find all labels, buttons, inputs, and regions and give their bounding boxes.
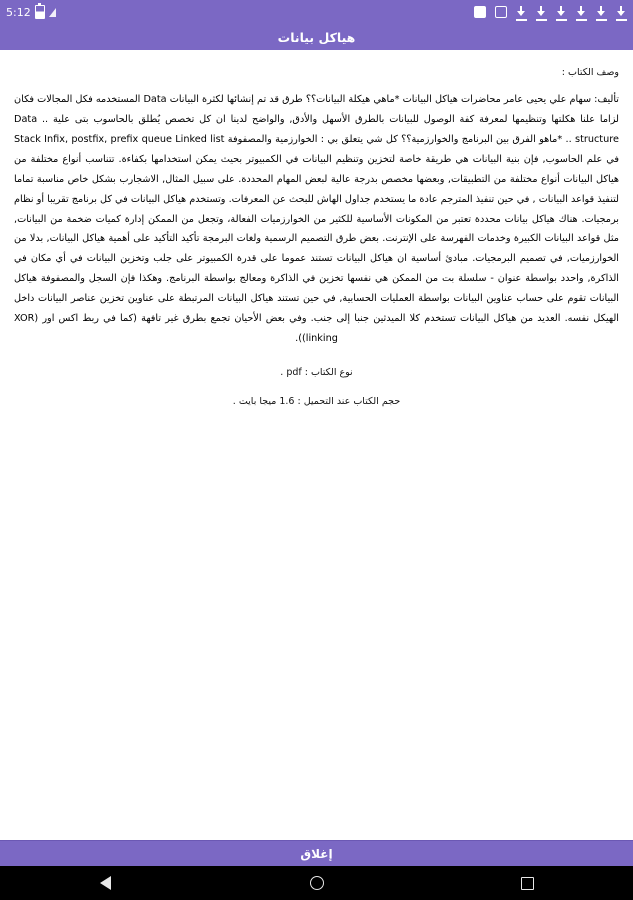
nav-home-button[interactable]	[287, 866, 347, 900]
signal-icon	[49, 8, 56, 17]
app-icon	[474, 6, 486, 18]
status-bar-notification-icons	[474, 6, 627, 19]
status-bar-clock: 5:12	[6, 5, 31, 19]
download-icon	[536, 6, 547, 19]
nav-back-button[interactable]	[76, 866, 136, 900]
download-icon	[576, 6, 587, 19]
page-title: هياكل بيانات	[277, 29, 356, 45]
download-icon	[556, 6, 567, 19]
close-button-label: إغلاق	[300, 846, 333, 861]
description-label: وصف الكتاب :	[561, 67, 619, 78]
android-nav-bar	[0, 866, 633, 900]
status-bar	[0, 0, 633, 24]
download-icon	[596, 6, 607, 19]
book-details-content	[0, 50, 633, 826]
book-size-label: حجم الكتاب عند التحميل : 1.6 ميجا بايت .	[232, 396, 401, 408]
status-bar-system-icons	[6, 5, 56, 19]
close-button[interactable]	[0, 840, 633, 866]
back-icon	[100, 876, 111, 890]
download-icon	[516, 6, 527, 19]
recents-icon	[521, 877, 534, 890]
battery-icon	[35, 5, 45, 19]
sdcard-icon	[495, 6, 507, 18]
book-type-label: نوع الكتاب : pdf .	[280, 366, 353, 378]
description-body: تأليف: سهام علي يحيى عامر محاضرات هياكل البيانات *ماهي هيكلة البيانات؟؟ طرق قد تم إنشائها لكثرة البيانات Data المستخدمه فكل المجالات فكان لزاما علنا هكلتها وتنظيمها لمعرفة كفة الوصول للبيانات بالطرق الأسهل والأدق, والواضح لدينا ان كل تخصص يُطلق بالحاسوب بتى علية .. Data structure .. *ماهو الفرق بين البرنامج والخوارزمية؟؟ كل شي يتعلق بي : الخوارزمية والمصفوفة Stack Infix, postfix, prefix queue Linked list في علم الحاسوب, فإن بنية البيانات هي طريقة خاصة لتخزين وتنظيم البيانات في الكمبيوتر بحيث يمكن استخدامها بكفاءة. تتناسب أنواع مختلفة من هياكل البيانات أنواع مختلفة من التطبيقات, وبعضها مخصص بدرجة عالية لبعض المهام المحددة. على سبيل المثال, الاشجارب بشكل خاص مناسبة تماما لتنفيذ قواعد البيانات , في حين تنفيذ المترجم عادة ما يستخدم جداول الهاش للبحث عن المعرفات. وتستخدم هياكل البيانات في كل برنامج تقريبا أو نظام برمجيات. هناك هياكل بيانات محددة تعتبر من المكونات الأساسية للكثير من الخوارزميات الفعالة، وتجعل من الممكن إدارة كميات ضخمة من البيانات, مثل قواعد البيانات الكبيرة وخدمات الفهرسة على الإنترنت. بعض طرق التصميم الرسمية ولغات البرمجة تأكيد التأكيد على أهمية هياكل البيانات, بدلا من الخوارزميات, في تصميم البرمجيات. مبادئ أساسية ان هياكل البيانات تستند عموما على قدرة الكمبيوتر على جلب وتخزين البيانات في أي مكان في الذاكرة, واحدد بواسطة عنوان - سلسلة بت من الممكن هي نفسها تخزين في الذاكرة ومعالج بواسطة البرنامج. وهكذا فإن السجل والمصفوفة هياكل البيانات تقوم على حساب عناوين البيانات بواسطة العمليات الحسابية, في حين تستند هياكل البيانات المرتبطة على عناوين تخزين عناصر البيانات داخل الهيكل نفسه. العديد من هياكل البيانات تستخدم كلا الميدثين جنبا إلى جنب. وفي بعض الأحيان تجمع بطرق غير تافهة (كما في ربط اكس اور (XOR linking)).	[14, 94, 619, 344]
app-bar	[0, 24, 633, 51]
download-icon	[616, 6, 627, 19]
home-icon	[310, 876, 324, 890]
nav-recents-button[interactable]	[498, 866, 558, 900]
